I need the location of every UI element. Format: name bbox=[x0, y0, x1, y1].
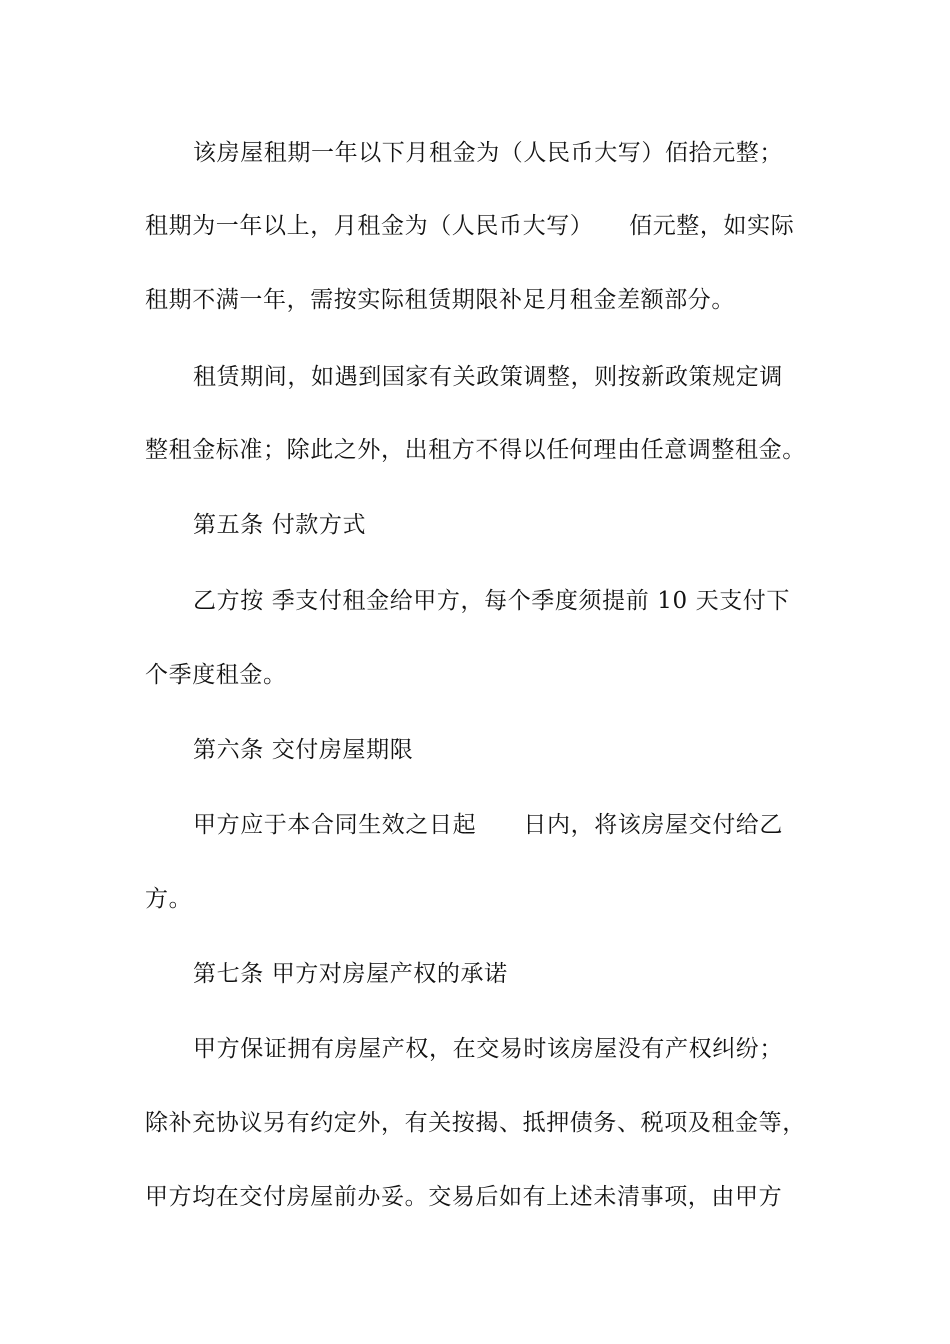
paragraph-line: 方。 bbox=[145, 886, 193, 912]
paragraph-line: 甲方保证拥有房屋产权，在交易时该房屋没有产权纠纷； bbox=[193, 1036, 783, 1062]
paragraph-line: 租赁期间，如遇到国家有关政策调整，则按新政策规定调 bbox=[193, 364, 783, 390]
paragraph-line: 整租金标准；除此之外，出租方不得以任何理由任意调整租金。 bbox=[145, 437, 806, 463]
paragraph-line: 除补充协议另有约定外，有关按揭、抵押债务、税项及租金等， bbox=[145, 1110, 806, 1136]
paragraph-line: 租期不满一年，需按实际租赁期限补足月租金差额部分。 bbox=[145, 287, 735, 313]
paragraph-line: 甲方均在交付房屋前办妥。交易后如有上述未清事项，由甲方 bbox=[145, 1184, 783, 1210]
section-heading: 第六条 交付房屋期限 bbox=[193, 737, 414, 763]
paragraph-line: 租期为一年以上，月租金为（人民币大写） 佰元整，如实际 bbox=[145, 213, 795, 239]
paragraph-line: 甲方应于本合同生效之日起 日内，将该房屋交付给乙 bbox=[193, 812, 783, 838]
section-heading: 第七条 甲方对房屋产权的承诺 bbox=[193, 961, 508, 987]
paragraph-line: 乙方按 季支付租金给甲方，每个季度须提前 10 天支付下 bbox=[193, 588, 790, 614]
section-heading: 第五条 付款方式 bbox=[193, 512, 367, 538]
paragraph-line: 个季度租金。 bbox=[145, 662, 287, 688]
paragraph-line: 该房屋租期一年以下月租金为（人民币大写）佰拾元整； bbox=[193, 140, 783, 166]
